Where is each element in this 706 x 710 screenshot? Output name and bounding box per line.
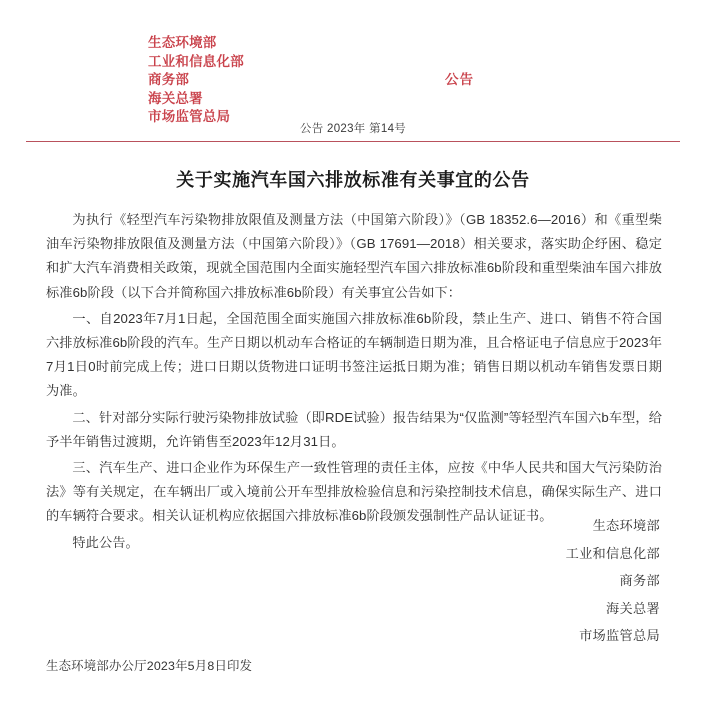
signatory-3: 商务部	[619, 573, 660, 588]
issuing-agency-3: 商务部	[148, 72, 190, 88]
page-title: 关于实施汽车国六排放标准有关事宜的公告	[176, 170, 530, 190]
issuing-agency-1: 生态环境部	[148, 35, 217, 50]
issuing-agency-5: 市场监管总局	[148, 109, 231, 125]
signatory-5: 市场监管总局	[579, 628, 660, 643]
body-paragraph-intro: 为执行《轻型汽车污染物排放限值及测量方法（中国第六阶段）》（GB 18352.6—2016）和《重型柴油车污染物排放限值及测量方法（中国第六阶段）》（GB 17691—2018）相关要求，落实助企纾困、稳定和扩大汽车消费相关政策，现就全国范围内全面实施轻型汽车国六排放标准6b阶段和重型柴油车国六排放标准6b阶段（以下合并简称国六排放标准6b阶段）有关事宜公告如下：	[46, 212, 662, 300]
signature-block	[360, 512, 660, 650]
document-number: 公告 2023年 第14号	[299, 123, 407, 135]
signatory-2: 工业和信息化部	[565, 545, 660, 561]
signatory-4: 海关总署	[606, 600, 660, 616]
document-type-label: 公告	[445, 72, 474, 88]
document-body	[46, 208, 662, 555]
header-divider-rule	[26, 141, 680, 142]
body-paragraph-clause-2: 二、针对部分实际行驶污染物排放试验（即RDE试验）报告结果为“仅监测”等轻型汽车国六b车型，给予半年销售过渡期，允许销售至2023年12月31日。	[46, 409, 662, 449]
body-paragraph-clause-3: 三、汽车生产、进口企业作为环保生产一致性管理的责任主体，应按《中华人民共和国大气污染防治法》等有关规定，在车辆出厂或入境前公开车型排放检验信息和污染控制技术信息，确保实际生产、进口的车辆符合要求。相关认证机构应依据国六排放标准6b阶段颁发强制性产品认证证书。	[46, 460, 662, 524]
signatory-1: 生态环境部	[592, 518, 660, 533]
issuing-agency-4: 海关总署	[148, 90, 203, 106]
document-footer: 生态环境部办公厅2023年5月8日印发	[46, 659, 253, 673]
issuing-agency-header	[148, 34, 568, 127]
body-paragraph-closing: 特此公告。	[72, 534, 139, 550]
issuing-agency-2: 工业和信息化部	[148, 53, 244, 69]
body-paragraph-clause-1: 一、自2023年7月1日起，全国范围全面实施国六排放标准6b阶段，禁止生产、进口、销售不符合国六排放标准6b阶段的汽车。生产日期以机动车合格证的车辆制造日期为准，且合格证电子信息应于2023年7月1日0时前完成上传；进口日期以货物进口证明书签注运抵日期为准；销售日期以机动车销售发票日期为准。	[46, 310, 662, 399]
